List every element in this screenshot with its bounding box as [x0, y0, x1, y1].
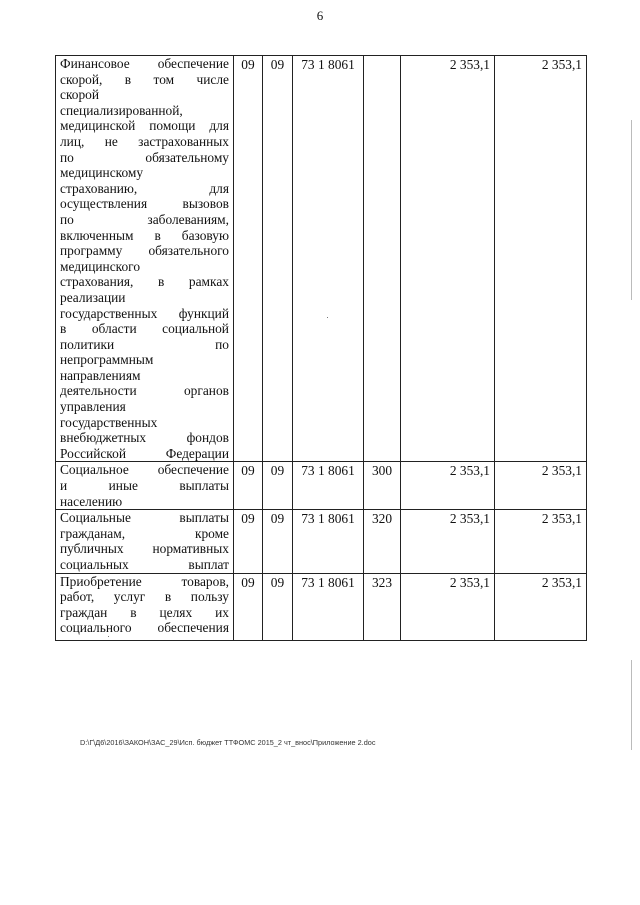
footer-file-path: D:\Г\Д6\2016\ЗАКОН\ЗАС_29\Исп. бюджет ТТФОМС 2015_2 чт_внос\Приложение 2.doc — [80, 738, 376, 747]
row-name-line: социальных выплат — [60, 557, 229, 572]
row-name-cell — [56, 510, 234, 573]
expense-type-cell: 320 — [364, 510, 401, 573]
row-name-line: социального обеспечения — [60, 620, 229, 636]
planned-sum-cell: 2 353,1 — [401, 56, 495, 462]
row-name-line: страхования, в рамках — [60, 274, 229, 290]
row-name-line: лиц, не застрахованных — [60, 133, 229, 149]
row-name-line: в области социальной — [60, 321, 229, 337]
subsection-code-cell: 09 — [263, 573, 293, 640]
row-name-line: государственных — [60, 414, 158, 430]
scan-speck — [327, 317, 328, 318]
row-name-cell — [56, 56, 234, 462]
target-article-cell: 73 1 8061 — [293, 573, 364, 640]
expense-type-cell: 323 — [364, 573, 401, 640]
planned-sum-cell: 2 353,1 — [401, 573, 495, 640]
subsection-code-cell: 09 — [263, 462, 293, 510]
row-name-line: скорой — [60, 87, 100, 103]
expense-type-cell — [364, 56, 401, 462]
row-name-line: Социальное обеспечение — [60, 462, 229, 478]
section-code-cell: 09 — [234, 573, 263, 640]
budget-table — [55, 55, 587, 641]
row-name-line: медицинского — [60, 258, 141, 274]
executed-sum-cell: 2 353,1 — [495, 56, 587, 462]
row-name-line: включенным в базовую — [60, 227, 229, 243]
table-row — [56, 573, 587, 640]
target-article-cell: 73 1 8061 — [293, 56, 364, 462]
row-name-line: медицинскому — [60, 165, 144, 181]
target-article-cell: 73 1 8061 — [293, 510, 364, 573]
row-name-line: специализированной, — [60, 102, 183, 118]
row-name-line: Социальные выплаты — [60, 510, 229, 526]
row-name-line: по заболеваниям, — [60, 211, 229, 227]
section-code-cell: 09 — [234, 462, 263, 510]
row-name-line: населению — [60, 493, 123, 509]
row-name-line: публичных нормативных — [60, 541, 229, 557]
scan-speck — [108, 636, 109, 637]
executed-sum-cell: 2 353,1 — [495, 510, 587, 573]
row-name-line: скорой, в том числе — [60, 71, 229, 87]
row-name-line: управления — [60, 399, 126, 415]
row-name-line: осуществления вызовов — [60, 196, 229, 212]
row-name-line: программу обязательного — [60, 243, 229, 259]
row-name-text — [60, 56, 229, 461]
row-name-line: Приобретение товаров, — [60, 573, 229, 589]
row-name-cell — [56, 462, 234, 510]
row-name-line: работ, услуг в пользу — [60, 589, 229, 605]
row-name-line: и иные выплаты — [60, 478, 229, 494]
row-name-line: государственных функций — [60, 305, 229, 321]
scan-edge-line — [631, 660, 632, 750]
row-name-line: непрограммным — [60, 352, 154, 368]
row-name-line: гражданам, кроме — [60, 525, 229, 541]
table-row — [56, 510, 587, 573]
row-name-text — [60, 462, 229, 509]
row-name-line: политики по — [60, 336, 229, 352]
row-name-text — [60, 510, 229, 572]
row-name-line: по обязательному — [60, 149, 229, 165]
scan-edge-line — [631, 120, 632, 300]
row-name-line: медицинской помощи для — [60, 118, 229, 134]
row-name-line: внебюджетных фондов — [60, 430, 229, 446]
expense-type-cell: 300 — [364, 462, 401, 510]
table-row — [56, 462, 587, 510]
row-name-text — [60, 574, 229, 636]
row-name-line: направлениям — [60, 367, 141, 383]
row-name-line: страхованию, для — [60, 180, 229, 196]
row-name-line: Российской Федерации — [60, 445, 229, 461]
subsection-code-cell: 09 — [263, 56, 293, 462]
executed-sum-cell: 2 353,1 — [495, 573, 587, 640]
row-name-cell — [56, 573, 234, 640]
row-name-line: реализации — [60, 289, 126, 305]
row-name-line: граждан в целях их — [60, 604, 229, 620]
row-name-line: деятельности органов — [60, 383, 229, 399]
section-code-cell: 09 — [234, 56, 263, 462]
planned-sum-cell: 2 353,1 — [401, 462, 495, 510]
planned-sum-cell: 2 353,1 — [401, 510, 495, 573]
executed-sum-cell: 2 353,1 — [495, 462, 587, 510]
subsection-code-cell: 09 — [263, 510, 293, 573]
page-number: 6 — [316, 8, 324, 23]
section-code-cell: 09 — [234, 510, 263, 573]
row-name-line: Финансовое обеспечение — [60, 56, 229, 71]
target-article-cell: 73 1 8061 — [293, 462, 364, 510]
table-row — [56, 56, 587, 462]
